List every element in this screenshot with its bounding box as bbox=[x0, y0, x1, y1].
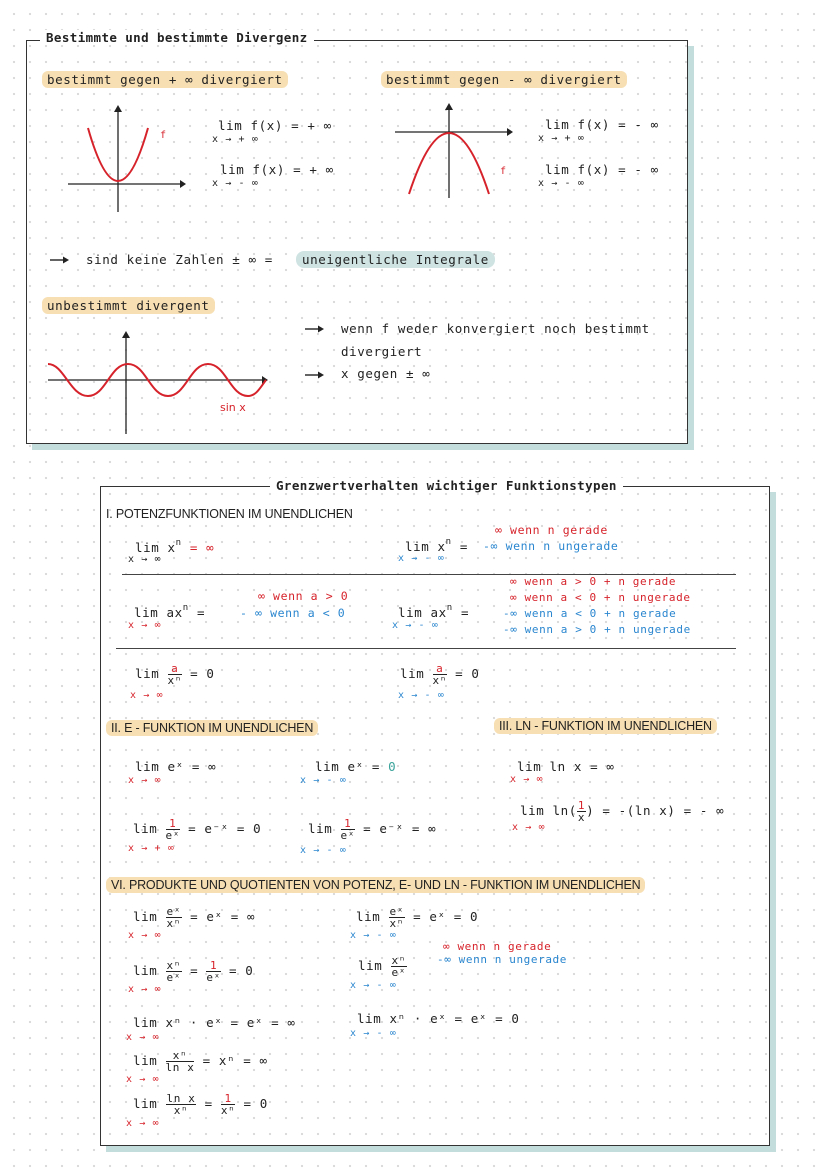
q6-sub: x → - ∞ bbox=[350, 1028, 397, 1039]
p2-right-case2: ∞ wenn a < 0 + n ungerade bbox=[510, 591, 691, 604]
p1-left-sub: x → ∞ bbox=[128, 554, 162, 565]
p2-left: $\lim ax^n$ = bbox=[134, 603, 206, 620]
q5-sub: x → ∞ bbox=[126, 1032, 160, 1043]
ln1-sub: x → ∞ bbox=[510, 774, 544, 785]
p1-right-case1: ∞ wenn n gerade bbox=[495, 523, 608, 537]
ln-function-header: III. LN - FUNKTION IM UNENDLICHEN bbox=[494, 718, 717, 734]
divider bbox=[116, 648, 736, 649]
sin-label: sin x bbox=[220, 401, 246, 414]
unb-note-1: wenn f weder konvergiert noch bestimmt bbox=[341, 321, 650, 336]
p1-right-case2: -∞ wenn n ungerade bbox=[483, 539, 619, 553]
q4-sub: x → - ∞ bbox=[350, 980, 397, 991]
e4: lim $\frac{1}{\text{eˣ}}$ = e⁻ˣ = ∞ bbox=[308, 817, 437, 842]
p2-right: $\lim ax^n$ = bbox=[398, 603, 470, 620]
q4-case1: ∞ wenn n gerade bbox=[443, 940, 552, 953]
p2-right-case3: -∞ wenn a < 0 + n gerade bbox=[503, 607, 677, 620]
p2-left-case2: - ∞ wenn a < 0 bbox=[240, 606, 346, 620]
pos-lim1: lim f(x) = + ∞ bbox=[218, 118, 332, 133]
p2-right-case1: ∞ wenn a > 0 + n gerade bbox=[510, 575, 677, 588]
graph-parabola-up bbox=[68, 104, 188, 214]
q4: lim $\frac{\text{xⁿ}}{\text{eˣ}}$ bbox=[358, 954, 406, 979]
q8: lim $\frac{\text{ln x}}{\text{xⁿ}}$ = $\frac{1}{\text{xⁿ}}$ = 0 bbox=[133, 1092, 268, 1117]
e-function-header: II. E - FUNKTION IM UNENDLICHEN bbox=[106, 720, 318, 736]
q2-sub: x → - ∞ bbox=[350, 930, 397, 941]
arrow-icon bbox=[305, 370, 325, 380]
pos-lim2-sub: x → - ∞ bbox=[212, 178, 259, 189]
p1-right-sub: x → - ∞ bbox=[398, 553, 445, 564]
p1-right: $\lim x^n$ = bbox=[405, 537, 468, 554]
q4-case2: -∞ wenn n ungerade bbox=[437, 953, 568, 966]
neg-lim1: lim f(x) = - ∞ bbox=[545, 117, 659, 132]
uneigentliche-integrale-badge: uneigentliche Integrale bbox=[296, 251, 495, 268]
neg-lim2-sub: x → - ∞ bbox=[538, 178, 585, 189]
pos-lim1-sub: x → + ∞ bbox=[212, 134, 259, 145]
unbestimmt-header: unbestimmt divergent bbox=[42, 297, 215, 314]
p3-left: lim $\frac{a}{\text{xⁿ}}$ = 0 bbox=[135, 662, 215, 687]
potenz-header: I. POTENZFUNKTIONEN IM UNENDLICHEN bbox=[106, 507, 353, 521]
produkte-header: VI. PRODUKTE UND QUOTIENTEN VON POTENZ, E- UND LN - FUNKTION IM UNENDLICHEN bbox=[106, 877, 645, 893]
q6: lim xⁿ · eˣ = eˣ = 0 bbox=[357, 1011, 520, 1026]
graph-sine bbox=[44, 330, 274, 440]
keine-zahlen-note: sind keine Zahlen ± ∞ = bbox=[86, 252, 273, 267]
e2: lim eˣ = 0 bbox=[315, 759, 397, 774]
e2-sub: x → - ∞ bbox=[300, 775, 347, 786]
ln2-sub: x → ∞ bbox=[512, 822, 546, 833]
q8-sub: x → ∞ bbox=[126, 1118, 160, 1129]
p2-right-sub: x → - ∞ bbox=[392, 620, 439, 631]
q7-sub: x → ∞ bbox=[126, 1074, 160, 1085]
e3: lim $\frac{1}{\text{eˣ}}$ = e⁻ˣ = 0 bbox=[133, 817, 262, 842]
ln2: lim ln( $\frac{1}{x}$ ) = -(ln x) = - ∞ bbox=[520, 799, 725, 824]
q7: lim $\frac{\text{xⁿ}}{\text{ln x}}$ = xⁿ = ∞ bbox=[133, 1049, 268, 1074]
neg-lim1-sub: x → + ∞ bbox=[538, 133, 585, 144]
arrow-icon bbox=[305, 324, 325, 334]
arrow-icon bbox=[50, 255, 70, 265]
graph-parabola-down bbox=[395, 102, 525, 202]
neg-divergent-header: bestimmt gegen - ∞ divergiert bbox=[381, 71, 627, 88]
p2-left-case1: ∞ wenn a > 0 bbox=[258, 589, 349, 603]
e1: lim eˣ = ∞ bbox=[135, 759, 217, 774]
q2: lim $\frac{\text{eˣ}}{\text{xⁿ}}$ = eˣ = 0 bbox=[356, 905, 479, 930]
p3-left-sub: x → ∞ bbox=[130, 690, 164, 701]
q1: lim $\frac{\text{eˣ}}{\text{xⁿ}}$ = eˣ = ∞ bbox=[133, 905, 256, 930]
unb-note-1b: divergiert bbox=[341, 344, 423, 359]
unb-note-2: x gegen ± ∞ bbox=[341, 366, 431, 381]
p1-left: $\lim x^n$ = ∞ bbox=[135, 538, 215, 555]
q3: lim $\frac{\text{xⁿ}}{\text{eˣ}}$ = $\frac{1}{\text{eˣ}}$ = 0 bbox=[133, 959, 254, 984]
e1-sub: x → ∞ bbox=[128, 775, 162, 786]
p2-left-sub: x → ∞ bbox=[128, 620, 162, 631]
ln1: lim ln x = ∞ bbox=[517, 759, 615, 774]
e3-sub: x → + ∞ bbox=[128, 843, 175, 854]
pos-lim2: lim f(x) = + ∞ bbox=[220, 162, 334, 177]
pos-divergent-header: bestimmt gegen + ∞ divergiert bbox=[42, 71, 288, 88]
q3-sub: x → ∞ bbox=[128, 984, 162, 995]
q1-sub: x → ∞ bbox=[128, 930, 162, 941]
section-divergenz-title: Bestimmte und bestimmte Divergenz bbox=[40, 30, 314, 45]
section-grenzwert-title: Grenzwertverhalten wichtiger Funktionstypen bbox=[270, 478, 623, 493]
graph-f-label-left: f bbox=[160, 130, 167, 141]
p2-right-case4: -∞ wenn a > 0 + n ungerade bbox=[503, 623, 691, 636]
e4-sub: x → - ∞ bbox=[300, 845, 347, 856]
q5: lim xⁿ · eˣ = eˣ = ∞ bbox=[133, 1015, 296, 1030]
neg-lim2: lim f(x) = - ∞ bbox=[545, 162, 659, 177]
p3-right-sub: x → - ∞ bbox=[398, 690, 445, 701]
graph-f-label-right: f bbox=[500, 166, 507, 177]
p3-right: lim $\frac{a}{\text{xⁿ}}$ = 0 bbox=[400, 662, 480, 687]
